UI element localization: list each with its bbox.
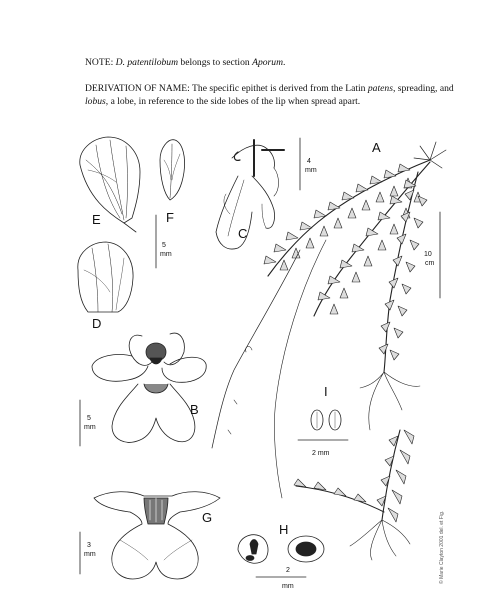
latin-word-patens: patens	[367, 83, 393, 94]
scale-g-unit: mm	[84, 551, 96, 558]
scale-b-value: 5	[87, 415, 91, 422]
scale-i-label: 2 mm	[312, 450, 330, 457]
section-name: Aporum	[252, 57, 284, 68]
scale-b-unit: mm	[84, 424, 96, 431]
figure-label-b: B	[190, 402, 199, 417]
latin-word-lobus: lobus	[85, 96, 106, 107]
figure-label-h: H	[279, 522, 289, 537]
flower-drawing-b	[92, 333, 206, 442]
scale-ef-value: 5	[162, 242, 166, 249]
note-paragraph: NOTE: D. patentilobum belongs to section Aporum.	[85, 57, 286, 68]
scale-h-unit: mm	[282, 583, 294, 590]
habit-drawing-a	[212, 142, 446, 560]
petal-drawing-e	[80, 137, 140, 232]
pollinia-drawing-i	[311, 410, 341, 430]
figure-label-c: C	[238, 226, 248, 241]
figure-label-f: F	[166, 210, 174, 225]
lip-drawing-g	[94, 492, 220, 579]
anther-drawing-h	[238, 535, 324, 563]
figure-label-e: E	[92, 212, 101, 227]
derivation-paragraph: DERIVATION OF NAME: The specific epithet is derived from the Latin patens, spreading, and lobus, a lobe, in reference to the side lobes of the lip when spread apart.	[85, 83, 454, 107]
figure-label-a: A	[372, 140, 381, 155]
column-drawing-c	[216, 140, 284, 249]
sepal-drawing-f	[160, 140, 185, 200]
scale-a-unit: cm	[425, 260, 435, 267]
scale-c-value: 4	[307, 158, 311, 165]
scale-ef-unit: mm	[160, 251, 172, 258]
artist-credit: © Marie Clayton 2001 del. et Fig.	[439, 510, 445, 584]
scale-g-value: 3	[87, 542, 91, 549]
figure-label-d: D	[92, 316, 102, 331]
scale-c-unit: mm	[305, 167, 317, 174]
figure-label-g: G	[202, 510, 213, 525]
figure-label-i: I	[324, 384, 328, 399]
species-name: D. patentilobum	[115, 57, 179, 68]
scale-h-value: 2	[286, 567, 290, 574]
scale-a-value: 10	[424, 251, 432, 258]
sepal-drawing-d	[78, 242, 133, 312]
